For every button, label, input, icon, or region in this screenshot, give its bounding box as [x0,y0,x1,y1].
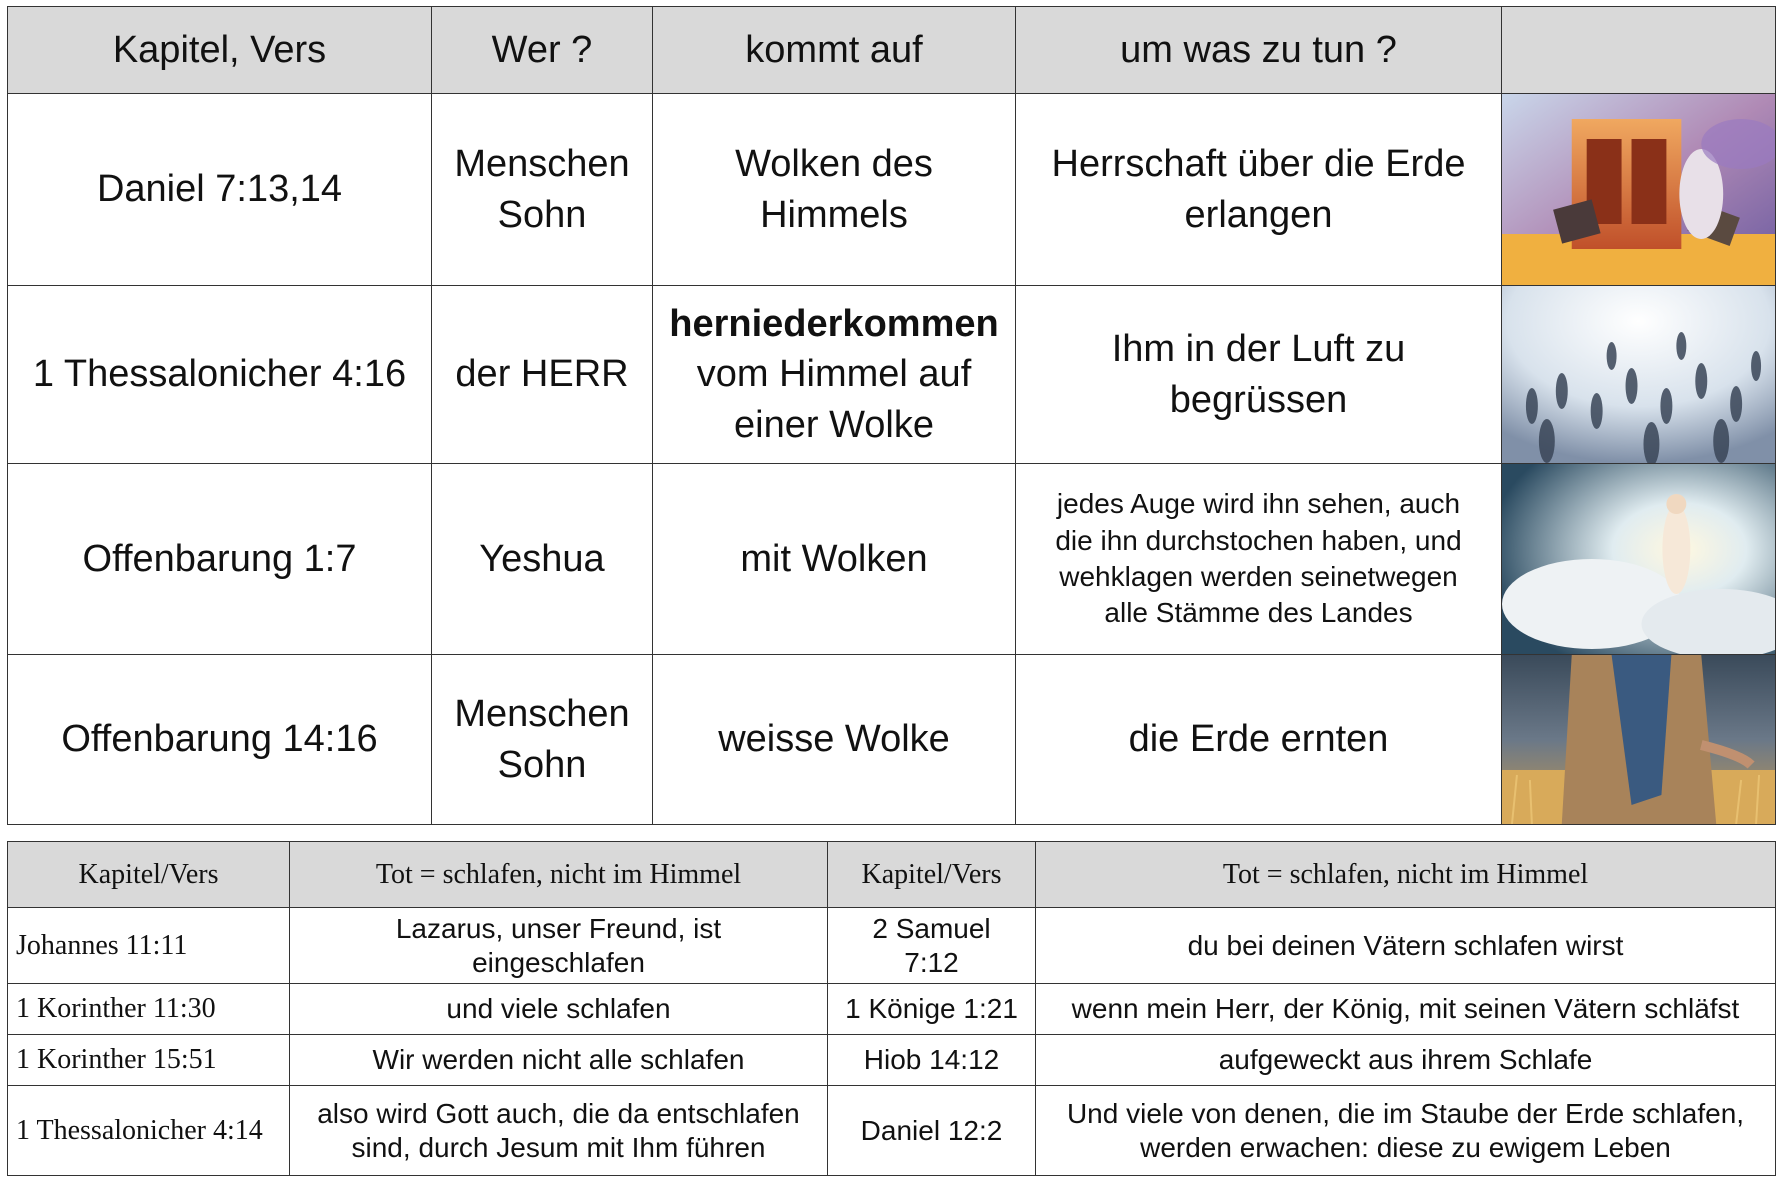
cell-reference: 1 Thessalonicher 4:14 [8,1086,290,1176]
cell-reference: 1 Thessalonicher 4:16 [8,286,432,464]
cell-text: Und viele von denen, die im Staube der Erde schlafen, werden erwachen: diese zu ewigem Leben [1036,1086,1776,1176]
table-row [8,1086,1776,1176]
cell-text: du bei deinen Vätern schlafen wirst [1036,908,1776,984]
header-chapter-verse: Kapitel/Vers [828,842,1036,908]
cell-comes-on: weisse Wolke [653,655,1016,825]
cell-image [1502,94,1776,286]
cell-text: und viele schlafen [290,984,828,1035]
harvest-field-icon [1502,655,1775,824]
header-comes-on: kommt auf [653,7,1016,94]
table-row [8,908,1776,984]
cell-image [1502,655,1776,825]
header-purpose: um was zu tun ? [1016,7,1502,94]
cell-reference: Offenbarung 1:7 [8,464,432,655]
comparison-table-sleep [7,841,1776,1176]
comparison-table-clouds [7,6,1776,825]
cell-text: also wird Gott auch, die da entschlafen sind, durch Jesum mit Ihm führen [290,1086,828,1176]
cell-who: Yeshua [432,464,653,655]
cell-purpose: jedes Auge wird ihn sehen, auch die ihn durchstochen haben, und wehklagen werden seinetwegen alle Stämme des Landes [1016,464,1502,655]
figure-in-clouds-icon [1502,464,1775,654]
table-row [8,655,1776,825]
table-row [8,286,1776,464]
cell-reference: Daniel 7:13,14 [8,94,432,286]
cell-comes-on: Wolken des Himmels [653,94,1016,286]
table-header-row [8,7,1776,94]
throne-in-heaven-icon [1502,94,1775,285]
cell-reference: Johannes 11:11 [8,908,290,984]
cell-image [1502,464,1776,655]
table-row [8,984,1776,1035]
cell-text: wenn mein Herr, der König, mit seinen Vätern schläfst [1036,984,1776,1035]
header-chapter-verse: Kapitel, Vers [8,7,432,94]
cell-reference: 2 Samuel 7:12 [828,908,1036,984]
cell-reference: 1 Könige 1:21 [828,984,1036,1035]
table-row [8,94,1776,286]
cell-image [1502,286,1776,464]
table-header-row [8,842,1776,908]
table-row [8,1035,1776,1086]
cell-comes-on: herniederkommen vom Himmel auf einer Wolke [653,286,1016,464]
cell-text: Wir werden nicht alle schlafen [290,1035,828,1086]
cell-who: der HERR [432,286,653,464]
cell-text: aufgeweckt aus ihrem Schlafe [1036,1035,1776,1086]
cell-reference: Offenbarung 14:16 [8,655,432,825]
table-row [8,464,1776,655]
header-dead-sleep: Tot = schlafen, nicht im Himmel [1036,842,1776,908]
rapture-crowd-icon [1502,286,1775,463]
header-who: Wer ? [432,7,653,94]
cell-reference: Daniel 12:2 [828,1086,1036,1176]
cell-who: Menschen Sohn [432,655,653,825]
cell-who: Menschen Sohn [432,94,653,286]
cell-text: Lazarus, unser Freund, ist eingeschlafen [290,908,828,984]
cell-comes-on: mit Wolken [653,464,1016,655]
cell-purpose: Herrschaft über die Erde erlangen [1016,94,1502,286]
header-image [1502,7,1776,94]
header-chapter-verse: Kapitel/Vers [8,842,290,908]
cell-purpose: die Erde ernten [1016,655,1502,825]
header-dead-sleep: Tot = schlafen, nicht im Himmel [290,842,828,908]
cell-purpose: Ihm in der Luft zu begrüssen [1016,286,1502,464]
cell-reference: 1 Korinther 15:51 [8,1035,290,1086]
cell-reference: 1 Korinther 11:30 [8,984,290,1035]
cell-reference: Hiob 14:12 [828,1035,1036,1086]
